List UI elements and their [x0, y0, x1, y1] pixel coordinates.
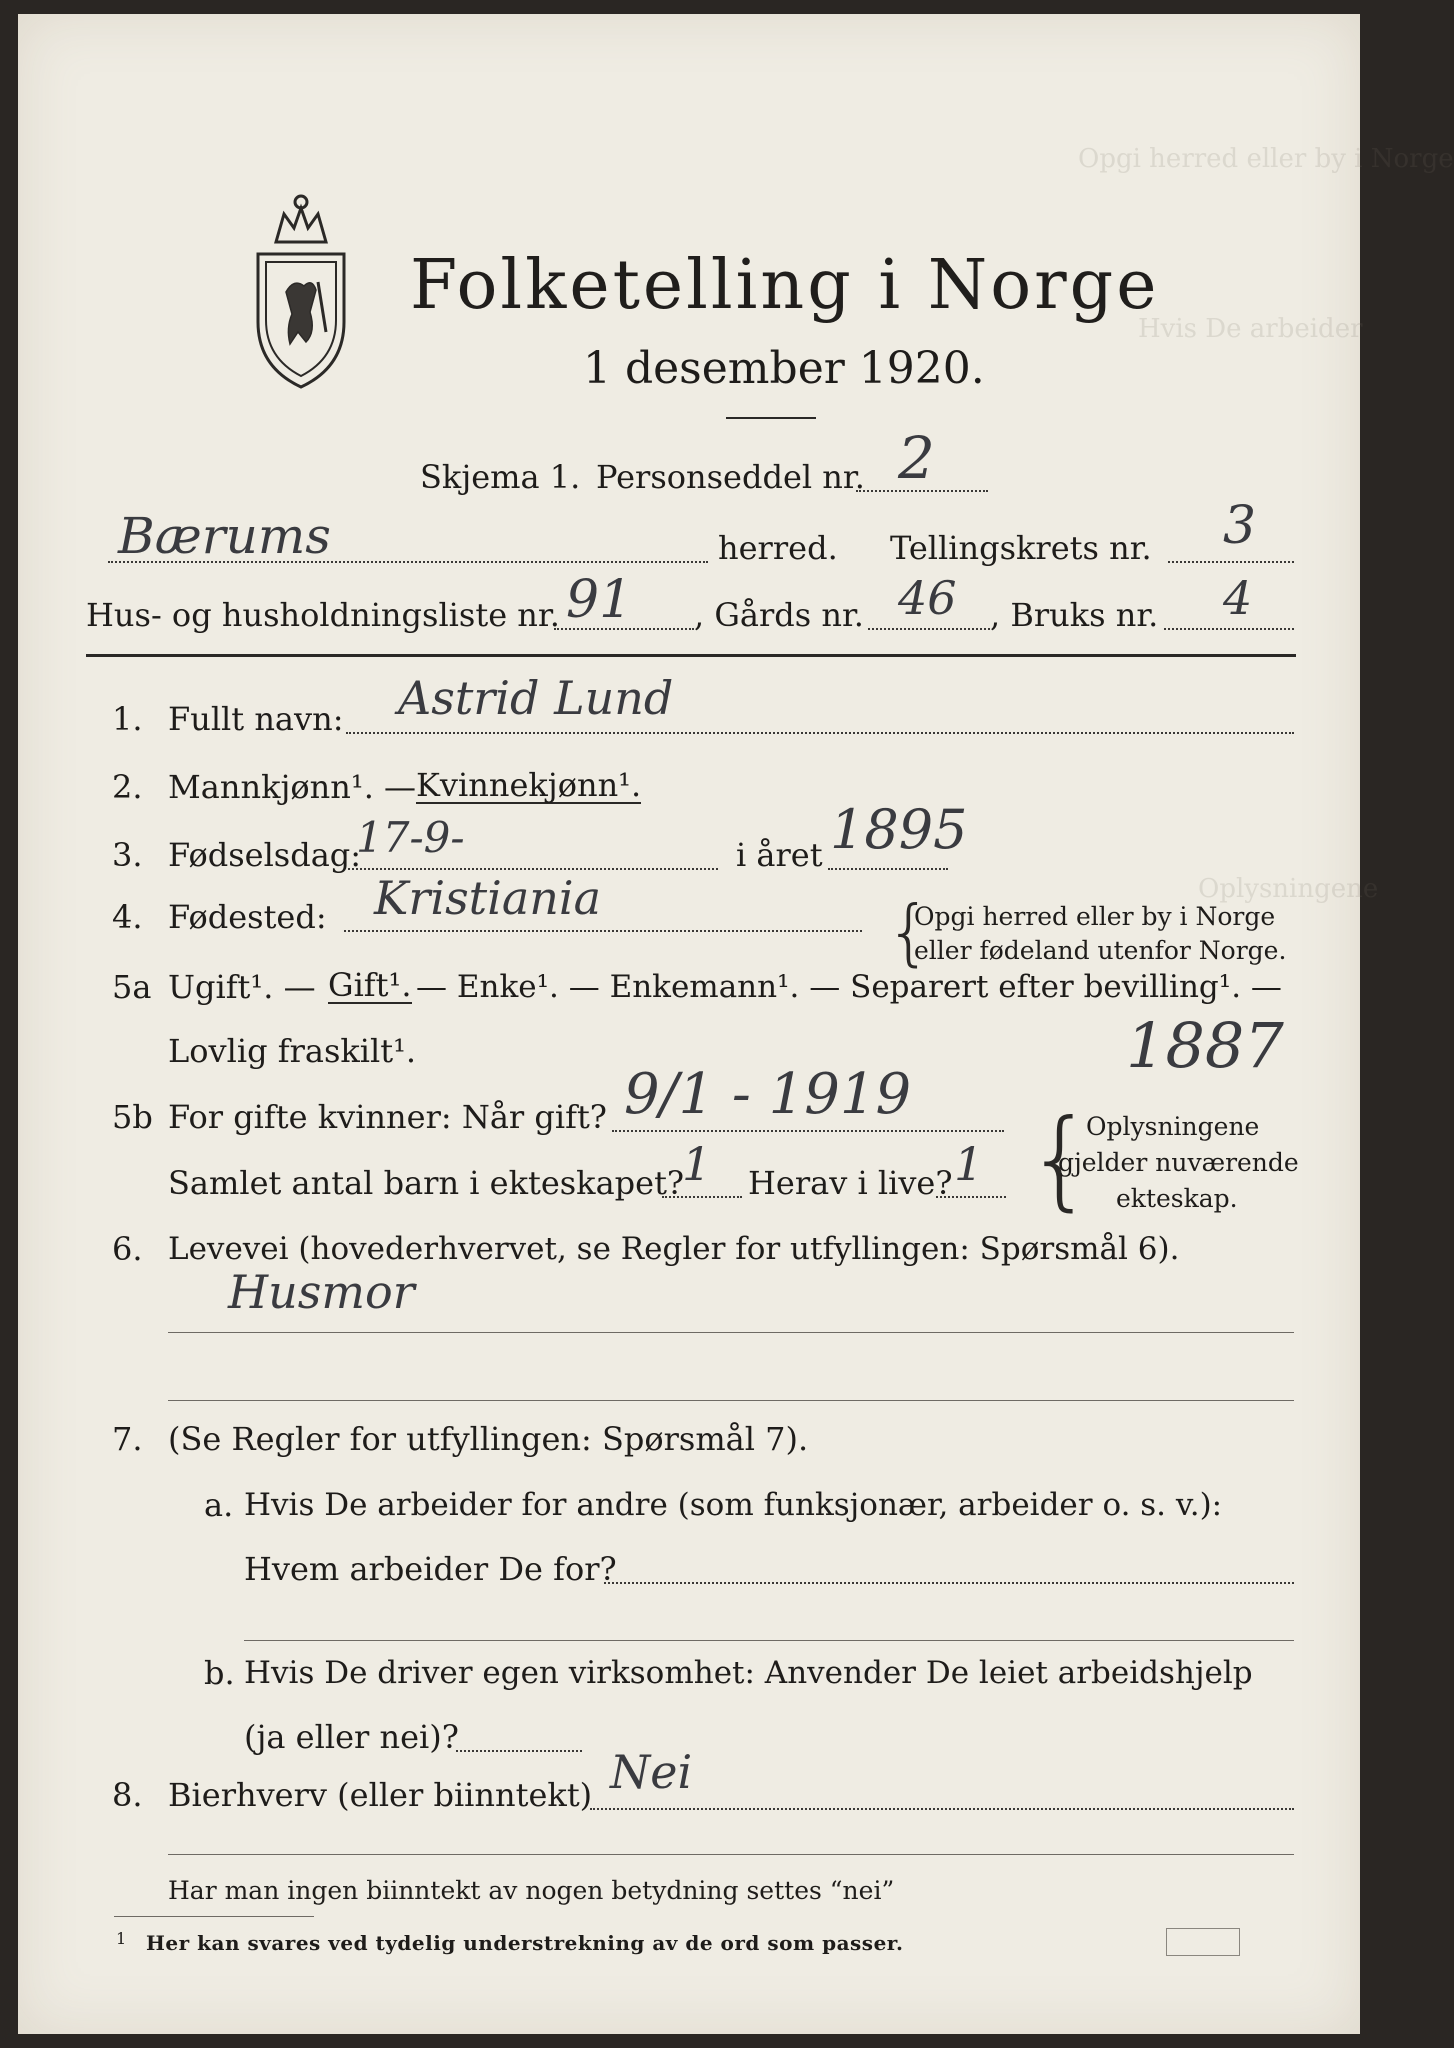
q3-label: Fødselsdag: — [168, 836, 362, 874]
year-label: i året — [736, 836, 823, 874]
q5b-note-line1: Oplysningene — [1086, 1112, 1260, 1141]
herred-label: herred. — [718, 529, 838, 567]
birthplace-line — [344, 930, 862, 932]
tellingskrets-label: Tellingskrets nr. — [890, 529, 1152, 567]
q5a-number: 5a — [112, 968, 152, 1006]
gards-value[interactable]: 46 — [898, 571, 957, 625]
side-income-value[interactable]: Nei — [610, 1745, 693, 1799]
birthdate-line — [348, 868, 718, 870]
printer-stamp — [1166, 1928, 1240, 1956]
bruks-label: , Bruks nr. — [990, 596, 1159, 634]
q7a-employer-label: Hvem arbeider De for? — [244, 1550, 617, 1588]
yesno-line — [456, 1750, 582, 1752]
q4-label: Fødested: — [168, 898, 327, 936]
tellingskrets-line — [1168, 561, 1294, 563]
other-status-options[interactable]: — Enke¹. — Enkemann¹. — Separert efter bevilling¹. — — [416, 969, 1282, 1005]
q1-line — [346, 732, 1294, 734]
marriage-date-value[interactable]: 9/1 - 1919 — [624, 1062, 912, 1127]
children-line — [662, 1196, 742, 1198]
coat-of-arms-icon — [246, 182, 356, 392]
divorced-option[interactable]: Lovlig fraskilt¹. — [168, 1032, 417, 1070]
herred-value[interactable]: Bærums — [118, 507, 331, 565]
q4-brace: { — [886, 890, 932, 974]
children-value[interactable]: 1 — [682, 1137, 712, 1191]
birthyear-value[interactable]: 1895 — [830, 798, 968, 861]
q1-number: 1. — [112, 700, 143, 738]
personseddel-value[interactable]: 2 — [898, 424, 935, 492]
q5b-number: 5b — [112, 1098, 153, 1136]
alive-line — [936, 1196, 1006, 1198]
employer-line — [604, 1582, 1294, 1584]
q3-number: 3. — [112, 836, 143, 874]
unmarried-option[interactable]: Ugift¹. — — [168, 968, 316, 1006]
q7b-text: Hvis De driver egen virksomhet: Anvender De leiet arbeidshjelp — [244, 1655, 1253, 1691]
alive-value[interactable]: 1 — [954, 1137, 984, 1191]
q7b-yesno-label: (ja eller nei)? — [244, 1718, 459, 1756]
full-name-value[interactable]: Astrid Lund — [398, 671, 674, 725]
q7a-text: Hvis De arbeider for andre (som funksjonær, arbeider o. s. v.): — [244, 1487, 1223, 1523]
children-label: Samlet antal barn i ekteskapet? — [168, 1164, 685, 1202]
q5b-label: For gifte kvinner: Når gift? — [168, 1098, 607, 1136]
occupation-line1 — [168, 1332, 1294, 1333]
side-income-line — [590, 1808, 1294, 1810]
census-form-sheet: Opgi herred eller by i Norge Hvis De arbeider Oplysningene Folketelling i Norge 1 desember 1920. Skjema 1. Personseddel nr. 2 Bærums herred. Tellingskrets nr. 3 Hus- og husholdningsliste nr. 91 , Gårds nr. 46 , Bruks nr. 4 1. Fullt navn: Astrid Lund 2. Mannkjønn¹. — Kvinnekjønn¹. 3. Fødselsdag: 17-9- i året 1895 4. Fødested: Kristiania { Opgi herred eller by i Norge eller fødeland utenfor Norge. 5a Ugift¹. — Gift¹. — Enke¹. — Enkemann¹. — Separert efter bevilling¹. — Lovlig fraskilt¹. 1887 5b For gifte kvinner: Når gift? 9/1 - 1919 Samlet antal barn i ekteskapet? 1 Herav i live? 1 { Oplysningene gjelder nuværende ekteskap. 6. Levevei (hovederhvervet, se Regler for utfyllingen: Spørsmål 6). Husmor 7. (Se Regler for utfyllingen: Spørsmål 7). a. Hvis De arbeider for andre (som funksjonær, arbeider o. s. v.): Hvem arbeider De for? b. Hvis De driver egen virksomhet: Anvender De leiet arbeidshjelp (ja eller nei)? 8. Bierhverv (eller biinntekt) Nei Har man ingen biinntekt av nogen betydning settes “nei” 1 Her kan svares ved tydelig understrekning av de ord som passer. — [18, 14, 1360, 2034]
q7a-letter: a. — [204, 1486, 234, 1524]
personseddel-label: Personseddel nr. — [596, 458, 865, 496]
q4-note-line1: Opgi herred eller by i Norge — [914, 902, 1276, 931]
birthplace-value[interactable]: Kristiania — [374, 871, 602, 925]
female-option[interactable]: Kvinnekjønn¹. — [416, 766, 642, 804]
q4-note-line2: eller fødeland utenfor Norge. — [914, 936, 1287, 965]
hus-value[interactable]: 91 — [566, 570, 633, 630]
q1-label: Fullt navn: — [168, 700, 344, 738]
q5b-brace: { — [1026, 1097, 1095, 1222]
birthdate-value[interactable]: 17-9- — [356, 813, 465, 862]
footnote-text: Her kan svares ved tydelig understrekning av de ord som passer. — [146, 1931, 904, 1955]
q7-label: (Se Regler for utfyllingen: Spørsmål 7). — [168, 1420, 809, 1458]
q8-number: 8. — [112, 1776, 143, 1814]
married-option[interactable]: Gift¹. — [328, 966, 412, 1004]
marriage-date-line — [612, 1130, 1004, 1132]
male-option[interactable]: Mannkjønn¹. — — [168, 768, 417, 806]
census-date: 1 desember 1920. — [583, 343, 985, 394]
margin-note: 1887 — [1126, 1009, 1284, 1082]
employer-line2 — [244, 1640, 1294, 1641]
q5b-note-line2: gjelder nuværende — [1058, 1148, 1299, 1177]
schema-label: Skjema 1. — [420, 458, 581, 496]
q5b-note-line3: ekteskap. — [1116, 1184, 1238, 1213]
footer-note: Har man ingen biinntekt av nogen betydning settes “nei” — [168, 1876, 895, 1905]
occupation-line2 — [168, 1400, 1294, 1401]
q2-number: 2. — [112, 768, 143, 806]
bruks-line — [1164, 628, 1294, 630]
footnote-mark: 1 — [116, 1929, 127, 1948]
header-divider — [86, 654, 1296, 657]
gards-label: , Gårds nr. — [694, 596, 864, 634]
q8-label: Bierhverv (eller biinntekt) — [168, 1776, 593, 1814]
q6-number: 6. — [112, 1230, 143, 1268]
bruks-value[interactable]: 4 — [1223, 571, 1253, 625]
title-divider — [726, 417, 816, 419]
q7-number: 7. — [112, 1420, 143, 1458]
footnote-divider — [114, 1916, 314, 1917]
gards-line — [868, 628, 990, 630]
q4-number: 4. — [112, 898, 143, 936]
hus-label: Hus- og husholdningsliste nr. — [86, 596, 560, 634]
birthyear-line — [828, 868, 948, 870]
page-title: Folketelling i Norge — [410, 246, 1160, 325]
q6-label: Levevei (hovederhvervet, se Regler for utfyllingen: Spørsmål 6). — [168, 1231, 1180, 1267]
occupation-value[interactable]: Husmor — [228, 1265, 415, 1319]
alive-label: Herav i live? — [748, 1164, 953, 1202]
q7b-letter: b. — [204, 1654, 235, 1692]
tellingskrets-value[interactable]: 3 — [1223, 496, 1257, 556]
section-end-line — [168, 1854, 1294, 1855]
